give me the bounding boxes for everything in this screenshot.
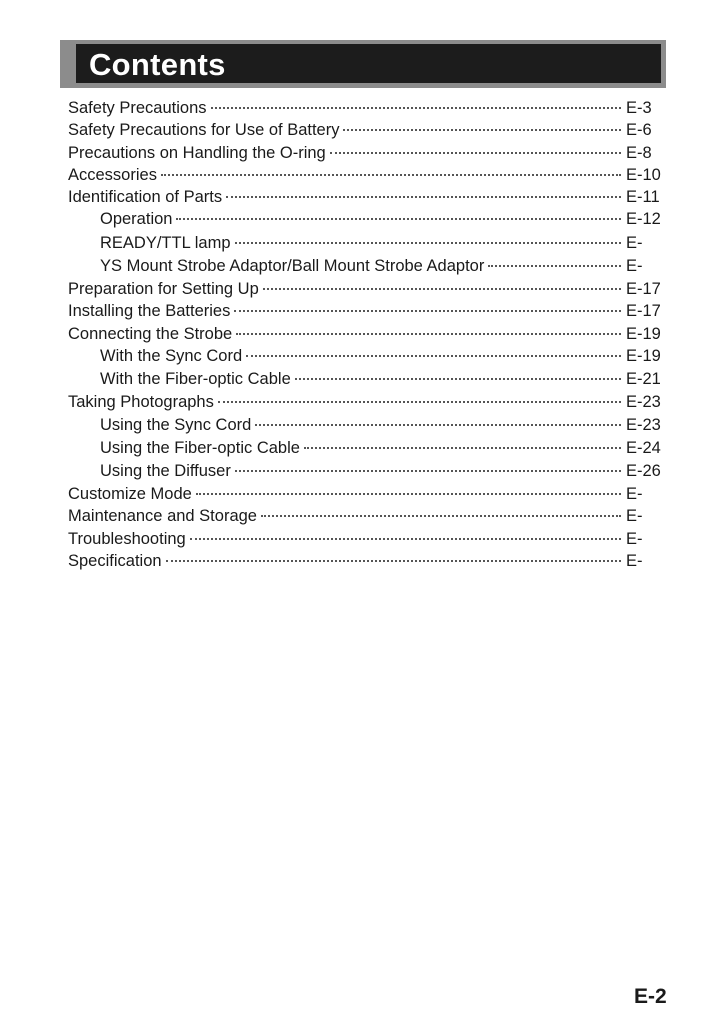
toc-entry[interactable] bbox=[68, 368, 666, 391]
toc-dot-leader bbox=[343, 129, 621, 131]
contents-header-box bbox=[76, 44, 661, 83]
toc-dot-leader bbox=[488, 265, 621, 267]
toc-entry[interactable] bbox=[68, 483, 666, 505]
toc-entry-title: With the Sync Cord bbox=[100, 346, 243, 365]
toc-entry-title: Identification of Parts bbox=[68, 188, 223, 207]
toc-entry[interactable] bbox=[68, 505, 666, 527]
toc-entry-title: Installing the Batteries bbox=[68, 302, 231, 321]
toc-entry-title: YS Mount Strobe Adaptor/Ball Mount Strobe Adaptor bbox=[100, 256, 485, 275]
toc-entry[interactable] bbox=[68, 255, 666, 278]
toc-entry-page: E-17 bbox=[626, 280, 661, 299]
toc-dot-leader bbox=[235, 242, 621, 244]
toc-entry[interactable] bbox=[68, 300, 666, 322]
toc-entry-title: Precautions on Handling the O-ring bbox=[68, 143, 326, 162]
toc-entry-page: E- bbox=[626, 529, 643, 548]
toc-dot-leader bbox=[161, 174, 621, 176]
toc-entry-page: E- bbox=[626, 256, 643, 275]
toc-entry-page: E-17 bbox=[626, 302, 661, 321]
toc-entry-title: With the Fiber-optic Cable bbox=[100, 370, 291, 389]
toc-dot-leader bbox=[235, 470, 621, 472]
toc-entry-title: Troubleshooting bbox=[68, 529, 186, 548]
toc-entry[interactable] bbox=[68, 345, 666, 368]
toc-entry[interactable] bbox=[68, 232, 666, 255]
toc-dot-leader bbox=[261, 515, 621, 517]
toc-entry[interactable] bbox=[68, 528, 666, 550]
toc-entry[interactable] bbox=[68, 186, 666, 208]
toc-entry[interactable] bbox=[68, 391, 666, 413]
toc-dot-leader bbox=[190, 538, 621, 540]
toc-dot-leader bbox=[166, 560, 621, 562]
toc-entry-page: E-19 bbox=[626, 346, 661, 365]
toc-entry-title: Operation bbox=[100, 210, 173, 229]
table-of-contents bbox=[68, 97, 666, 572]
toc-entry[interactable] bbox=[68, 414, 666, 437]
toc-dot-leader bbox=[330, 152, 621, 154]
toc-entry-page: E- bbox=[626, 233, 643, 252]
toc-entry-page: E- bbox=[626, 507, 643, 526]
toc-dot-leader bbox=[196, 493, 621, 495]
toc-entry-title: Taking Photographs bbox=[68, 393, 214, 412]
toc-entry-title: Customize Mode bbox=[68, 485, 192, 504]
toc-entry-page: E-10 bbox=[626, 165, 661, 184]
toc-entry-page: E-12 bbox=[626, 210, 661, 229]
toc-entry-title: Using the Fiber-optic Cable bbox=[100, 438, 300, 457]
toc-entry-title: Safety Precautions for Use of Battery bbox=[68, 121, 340, 140]
toc-dot-leader bbox=[255, 424, 621, 426]
toc-entry-title: Maintenance and Storage bbox=[68, 507, 257, 526]
page-title: Contents bbox=[89, 47, 226, 82]
contents-header-band bbox=[60, 40, 666, 88]
toc-dot-leader bbox=[211, 107, 622, 109]
toc-dot-leader bbox=[226, 196, 621, 198]
toc-entry-page: E-11 bbox=[626, 188, 660, 207]
toc-dot-leader bbox=[234, 310, 621, 312]
toc-entry[interactable] bbox=[68, 164, 666, 186]
toc-entry[interactable] bbox=[68, 119, 666, 141]
toc-dot-leader bbox=[176, 218, 621, 220]
toc-entry-title: Using the Diffuser bbox=[100, 461, 231, 480]
toc-entry-page: E- bbox=[626, 552, 643, 571]
toc-entry[interactable] bbox=[68, 278, 666, 300]
toc-entry-page: E-26 bbox=[626, 461, 661, 480]
toc-entry-title: Connecting the Strobe bbox=[68, 324, 233, 343]
toc-entry[interactable] bbox=[68, 460, 666, 483]
toc-entry-page: E-8 bbox=[626, 143, 652, 162]
toc-entry-page: E-19 bbox=[626, 324, 661, 343]
toc-entry[interactable] bbox=[68, 208, 666, 231]
toc-dot-leader bbox=[295, 378, 621, 380]
toc-entry-page: E-21 bbox=[626, 370, 661, 389]
toc-entry-page: E-3 bbox=[626, 99, 652, 117]
toc-entry-title: Safety Precautions bbox=[68, 99, 207, 117]
toc-entry-page: E-6 bbox=[626, 121, 652, 140]
toc-entry-title: READY/TTL lamp bbox=[100, 233, 231, 252]
toc-entry-page: E- bbox=[626, 485, 643, 504]
toc-dot-leader bbox=[236, 333, 621, 335]
toc-entry-page: E-23 bbox=[626, 393, 661, 412]
toc-entry[interactable] bbox=[68, 323, 666, 345]
toc-entry-title: Using the Sync Cord bbox=[100, 415, 252, 434]
toc-entry[interactable] bbox=[68, 97, 666, 119]
toc-entry-title: Specification bbox=[68, 552, 162, 571]
toc-dot-leader bbox=[246, 355, 621, 357]
toc-entry[interactable] bbox=[68, 550, 666, 572]
toc-entry[interactable] bbox=[68, 142, 666, 164]
toc-entry-title: Accessories bbox=[68, 165, 157, 184]
toc-dot-leader bbox=[263, 288, 621, 290]
toc-entry[interactable] bbox=[68, 437, 666, 460]
toc-entry-page: E-23 bbox=[626, 415, 661, 434]
toc-entry-title: Preparation for Setting Up bbox=[68, 280, 259, 299]
toc-dot-leader bbox=[218, 401, 621, 403]
toc-dot-leader bbox=[304, 447, 621, 449]
toc-entry-page: E-24 bbox=[626, 438, 661, 457]
page-number: E-2 bbox=[634, 985, 667, 1008]
